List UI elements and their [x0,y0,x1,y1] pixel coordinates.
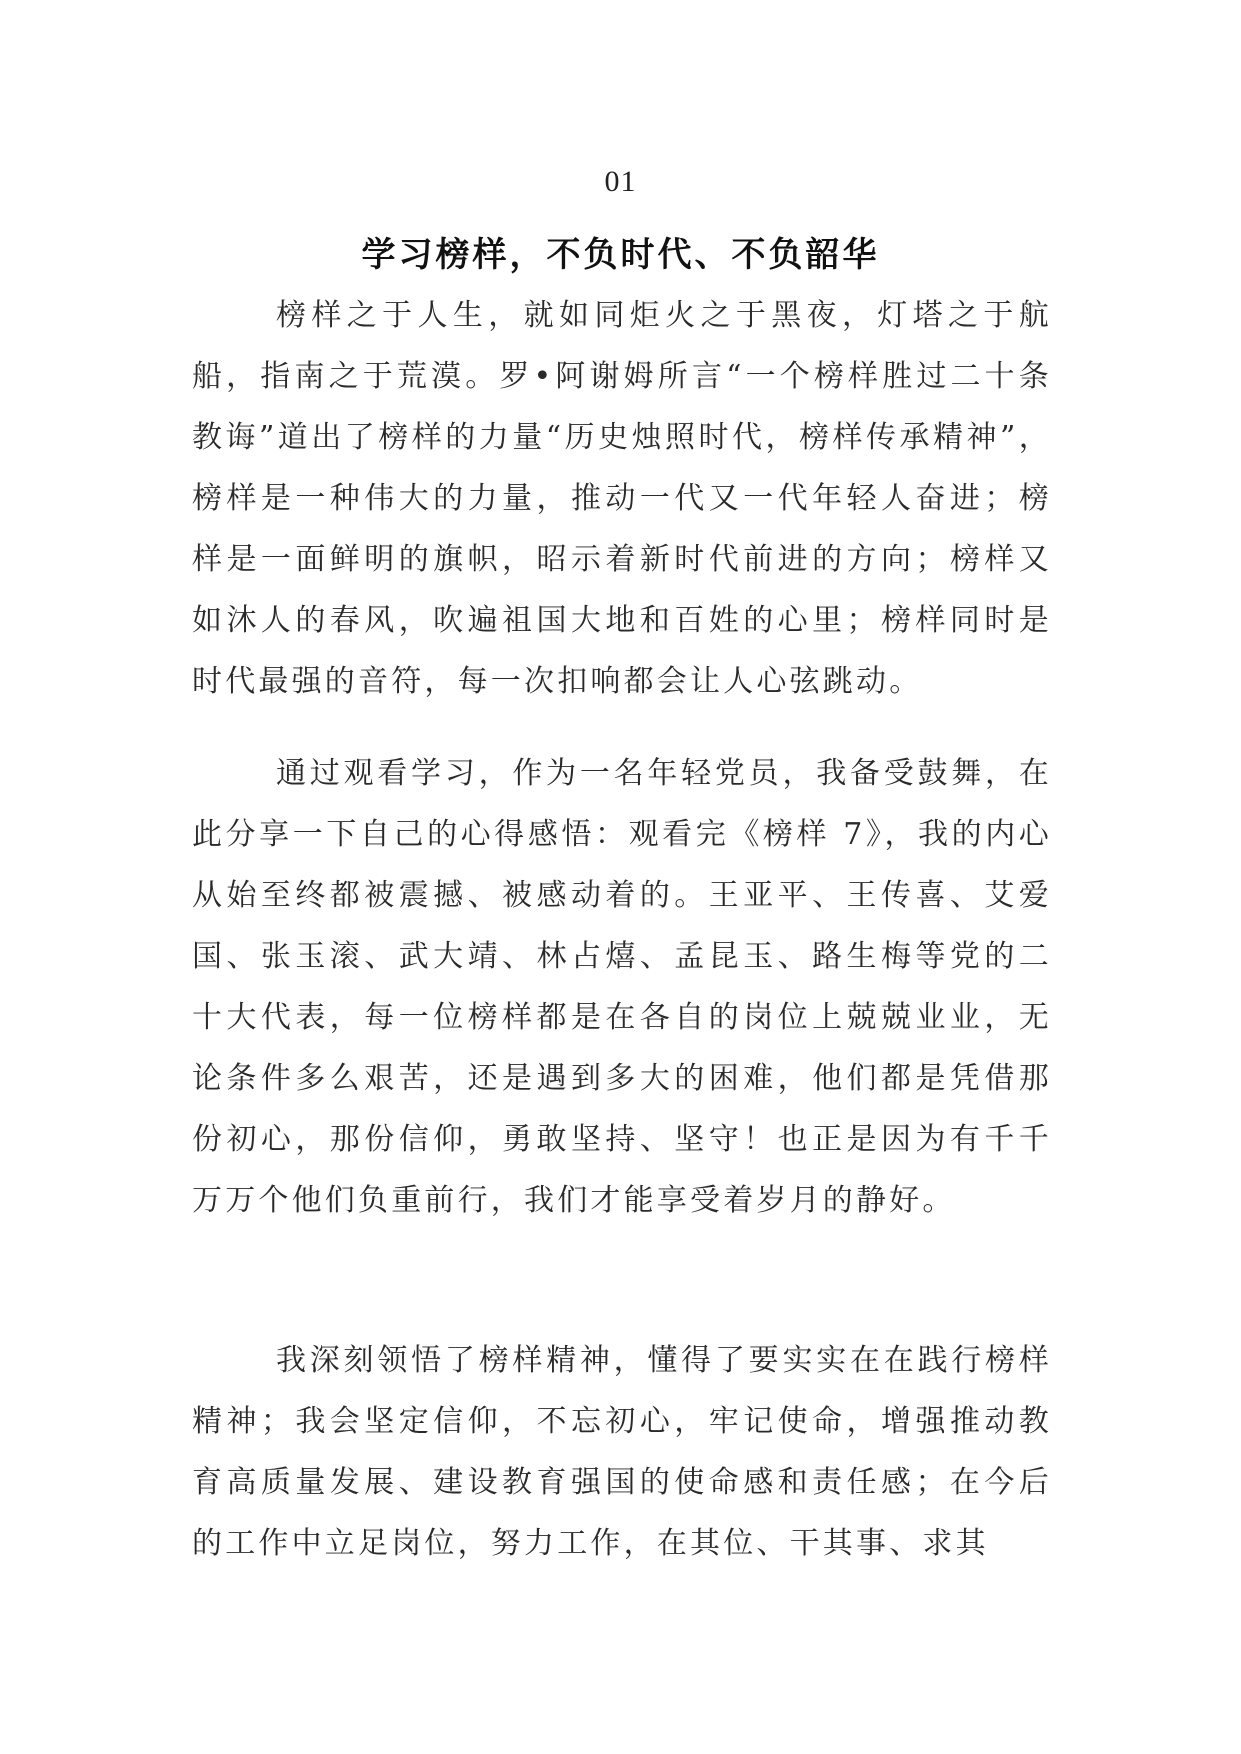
paragraph-1: 榜样之于人生，就如同炬火之于黑夜，灯塔之于航船，指南之于荒漠。罗•阿谢姆所言“一个榜样胜过二十条教诲”道出了榜样的力量“历史烛照时代，榜样传承精神”，榜样是一种伟大的力量，推动一代又一代年轻人奋进；榜样是一面鲜明的旗帜，昭示着新时代前进的方向；榜样又如沐人的春风，吹遍祖国大地和百姓的心里；榜样同时是时代最强的音符，每一次扣响都会让人心弦跳动。 [192,298,1052,699]
paragraph-2: 通过观看学习，作为一名年轻党员，我备受鼓舞，在此分享一下自己的心得感悟：观看完《榜样 7》，我的内心从始至终都被震撼、被感动着的。王亚平、王传喜、艾爱国、张玉滚、武大靖、林占熺、孟昆玉、路生梅等党的二十大代表，每一位榜样都是在各自的岗位上兢兢业业，无论条件多么艰苦，还是遇到多大的困难，他们都是凭借那份初心，那份信仰，勇敢坚持、坚守！也正是因为有千千万万个他们负重前行，我们才能享受着岁月的静好。 [192,756,1052,1218]
document-title: 学习榜样，不负时代、不负韶华 [361,235,880,275]
section-number: 01 [604,165,637,198]
paragraph-3: 我深刻领悟了榜样精神，懂得了要实实在在践行榜样精神；我会坚定信仰，不忘初心，牢记使命，增强推动教育高质量发展、建设教育强国的使命感和责任感；在今后的工作中立足岗位，努力工作，在其位、干其事、求其 [192,1343,1052,1561]
